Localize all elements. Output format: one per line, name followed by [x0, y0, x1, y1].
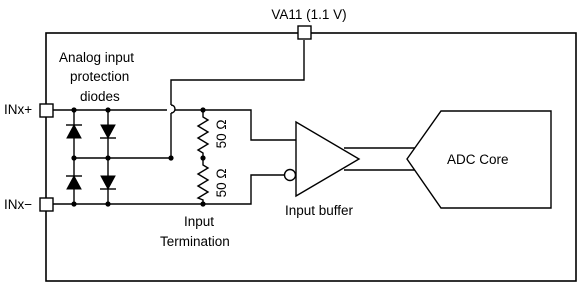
protection-label-line-3: diodes [80, 89, 120, 104]
supply-wire [171, 40, 304, 105]
pin-positive [40, 104, 53, 117]
pin-label-positive: INx+ [4, 102, 33, 117]
pin-label-negative: INx− [4, 197, 33, 212]
junction-dot [71, 107, 76, 112]
resistor-top-label: 50 Ω [214, 119, 229, 149]
pin-negative [40, 198, 53, 211]
junction-dot [168, 155, 173, 160]
supply-wire-jump [171, 105, 175, 113]
resistor-top [198, 110, 208, 158]
diode-lower-left [67, 176, 81, 189]
adc-core-label: ADC Core [447, 152, 509, 167]
supply-label: VA11 (1.1 V) [271, 7, 347, 22]
resistor-bottom [198, 158, 208, 204]
input-buffer-inverting-bubble [285, 170, 296, 181]
diode-upper-left [67, 125, 81, 138]
input-buffer-label: Input buffer [285, 203, 354, 218]
junction-dot [105, 107, 110, 112]
termination-label-line-1: Input [184, 214, 215, 229]
junction-dot [71, 155, 76, 160]
protection-label-line-2: protection [70, 69, 130, 84]
diode-lower-right [101, 176, 115, 189]
resistor-bottom-label: 50 Ω [214, 168, 229, 198]
input-buffer-triangle [296, 122, 359, 196]
termination-label-line-2: Termination [160, 234, 230, 249]
junction-dot [105, 155, 110, 160]
protection-label-line-1: Analog input [59, 50, 135, 65]
supply-pin [298, 26, 311, 39]
junction-dot [71, 201, 76, 206]
positive-rail [53, 110, 296, 140]
junction-dot [105, 201, 110, 206]
negative-rail [53, 175, 286, 204]
diode-upper-right [101, 125, 115, 138]
